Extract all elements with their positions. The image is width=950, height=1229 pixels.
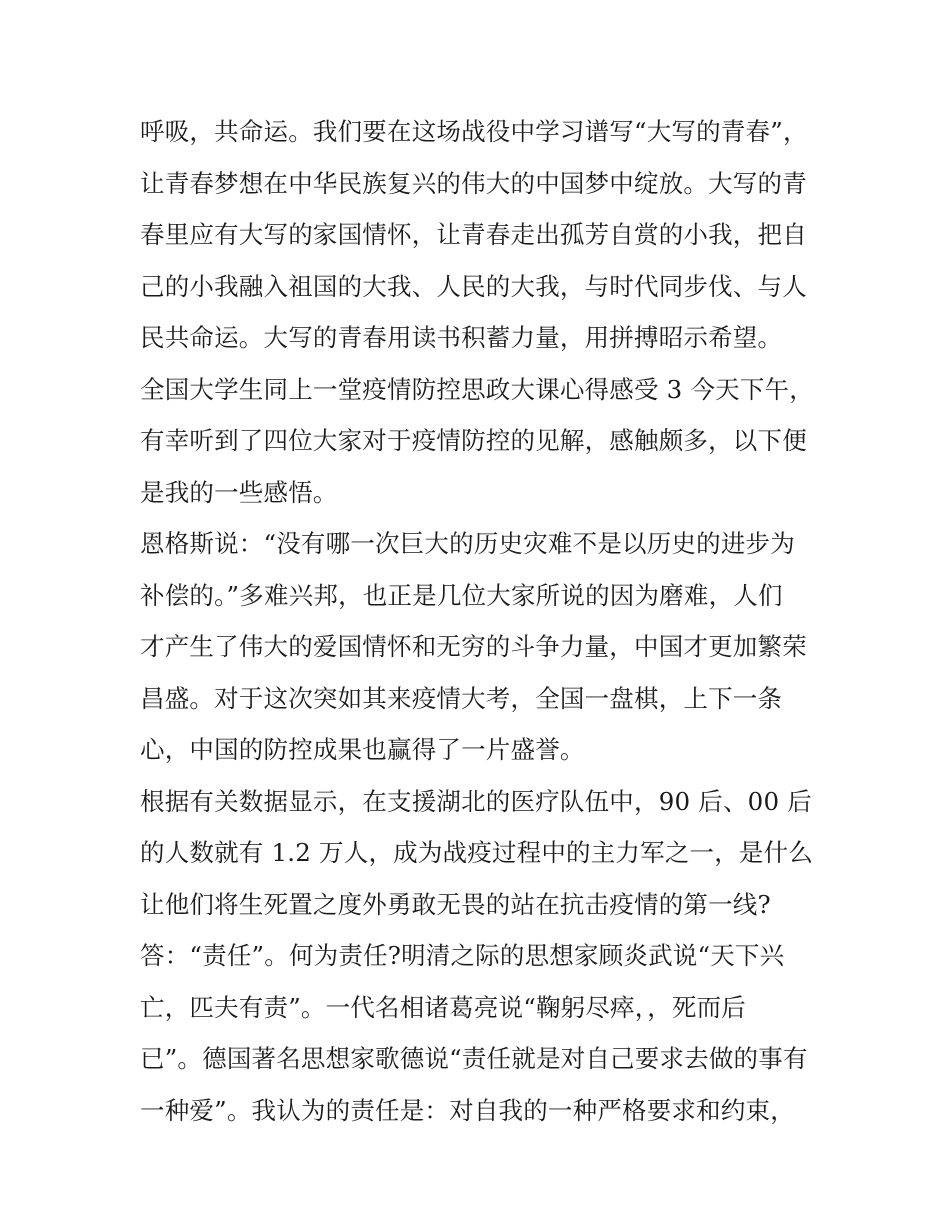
text-line: 呼吸，共命运。我们要在这场战役中学习谱写“大写的青春”， [140,117,808,146]
text-line: 的人数就有 1.2 万人，成为战疫过程中的主力军之一，是什么 [140,838,814,867]
text-line: 有幸听到了四位大家对于疫情防控的见解，感触颇多，以下便 [140,426,807,455]
text-line: 民共命运。大写的青春用读书积蓄力量，用拼搏昭示希望。 [140,323,783,352]
text-line: 一种爱”。我认为的责任是：对自我的一种严格要求和约束， [140,1095,795,1125]
text-line: 心，中国的防控成果也赢得了一片盛誉。 [140,735,585,764]
text-line: 亡，匹夫有责”。一代名相诸葛亮说“鞠躬尽瘁，，死而后 [140,992,746,1022]
text-line: 己的小我融入祖国的大我、人民的大我，与时代同步伐、与人 [140,271,807,301]
text-line: 根据有关数据显示，在支援湖北的医疗队伍中，90 后、00 后 [140,786,812,816]
body-text [140,106,830,1136]
text-line: 是我的一些感悟。 [140,477,338,507]
text-line: 才产生了伟大的爱国情怀和无穷的斗争力量，中国才更加繁荣 [140,632,807,661]
text-line: 春里应有大写的家国情怀，让青春走出孤芳自赏的小我，把自 [140,220,807,249]
text-line: 已”。德国著名思想家歌德说“责任就是对自己要求去做的事有 [140,1044,808,1073]
text-line: 全国大学生同上一堂疫情防控思政大课心得感受 3 今天下午， [140,374,814,404]
text-line: 补偿的。”多难兴邦，也正是几位大家所说的因为磨难，人们 [140,580,783,610]
text-line: 恩格斯说：“没有哪一次巨大的历史灾难不是以历史的进步为 [140,529,795,558]
text-line: 让他们将生死置之度外勇敢无畏的站在抗击疫情的第一线? [140,889,771,919]
text-line: 让青春梦想在中华民族复兴的伟大的中国梦中绽放。大写的青 [140,168,807,198]
text-line: 答：“责任”。何为责任?明清之际的思想家顾炎武说“天下兴 [140,941,785,970]
text-line: 昌盛。对于这次突如其来疫情大考，全国一盘棋，上下一条 [140,683,783,713]
